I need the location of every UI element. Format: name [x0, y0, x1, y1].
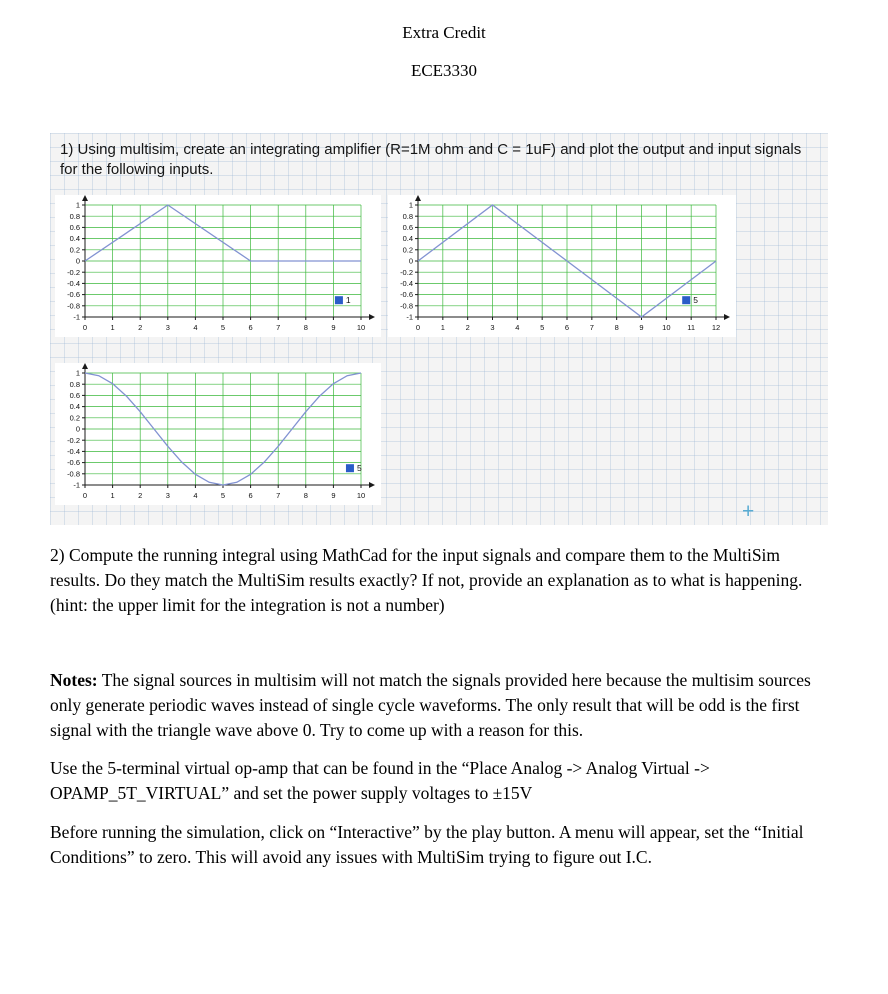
- y-tick-label: 1: [75, 200, 80, 210]
- y-tick-label: -0.2: [67, 267, 80, 277]
- notes-paragraph: [50, 668, 832, 743]
- x-tick-label: 2: [138, 491, 143, 500]
- y-tick-label: 0.8: [69, 211, 80, 221]
- y-tick-label: 0.2: [402, 245, 413, 255]
- x-tick-label: 3: [490, 323, 495, 332]
- question-2-text: 2) Compute the running integral using MathCad for the input signals and compare them to the MultiSim results. Do they match the MultiSim results exactly? If not, provide an explanation as to what is happening. (hint: the upper limit for the integration is not a number): [50, 545, 803, 615]
- y-tick-label: -0.4: [67, 447, 80, 456]
- y-tick-label: -0.6: [67, 458, 80, 468]
- x-tick-label: 9: [639, 323, 644, 332]
- x-tick-label: 12: [711, 323, 721, 332]
- y-tick-label: 0: [75, 256, 80, 266]
- y-tick-label: 1: [75, 368, 80, 378]
- x-tick-label: 5: [220, 491, 226, 500]
- y-tick-label: 0.8: [69, 379, 80, 389]
- y-tick-label: -1: [406, 312, 413, 322]
- legend-label: 1: [345, 295, 351, 306]
- x-tick-label: 10: [356, 323, 366, 332]
- notes-label: Notes:: [50, 670, 98, 690]
- legend-marker: [335, 296, 343, 304]
- y-tick-label: -0.6: [67, 290, 80, 300]
- x-tick-label: 8: [614, 323, 619, 332]
- y-tick-label: 0.4: [69, 402, 80, 412]
- x-tick-label: 4: [193, 323, 198, 332]
- y-tick-label: 0.2: [69, 245, 80, 255]
- x-tick-label: 10: [662, 323, 671, 332]
- plot-bipolar-triangle-svg: [388, 195, 736, 337]
- x-tick-label: 9: [331, 323, 336, 332]
- x-tick-label: 10: [356, 491, 366, 500]
- x-tick-label: 7: [276, 323, 281, 332]
- x-tick-label: 4: [515, 323, 520, 332]
- x-tick-label: 8: [303, 323, 308, 332]
- y-tick-label: -0.6: [400, 290, 413, 300]
- y-tick-label: 0.6: [69, 223, 80, 232]
- y-tick-label: -0.4: [67, 279, 80, 288]
- legend-marker: [346, 464, 354, 472]
- y-tick-label: 0.4: [402, 234, 413, 244]
- x-tick-label: 1: [110, 491, 115, 500]
- x-tick-label: 11: [687, 323, 696, 332]
- y-tick-label: -0.4: [400, 279, 413, 288]
- x-tick-label: 8: [303, 491, 308, 500]
- y-tick-label: 0.6: [69, 391, 80, 400]
- plot-cosine-wave[interactable]: [55, 363, 381, 505]
- y-tick-label: -0.8: [67, 301, 80, 311]
- x-tick-label: 0: [82, 491, 88, 500]
- y-tick-label: -0.2: [67, 435, 80, 445]
- x-tick-label: 6: [248, 323, 253, 332]
- worksheet-crosshair-cursor: +: [742, 500, 755, 523]
- y-tick-label: 0.6: [402, 223, 413, 232]
- y-tick-label: 0.8: [402, 211, 413, 221]
- plot-triangle-pulse-svg: [55, 195, 381, 337]
- x-tick-label: 5: [540, 323, 545, 332]
- y-tick-label: 0: [408, 256, 413, 266]
- x-tick-label: 6: [248, 491, 253, 500]
- x-tick-label: 9: [331, 491, 336, 500]
- document-title: Extra Credit: [402, 23, 486, 42]
- x-tick-label: 6: [564, 323, 570, 332]
- y-tick-label: -0.8: [67, 469, 80, 479]
- plot-cosine-wave-svg: [55, 363, 381, 505]
- x-tick-label: 4: [193, 491, 198, 500]
- mathcad-worksheet: [50, 133, 828, 525]
- document-page: [0, 22, 888, 870]
- y-tick-label: 0: [75, 424, 80, 434]
- x-tick-label: 5: [220, 323, 226, 332]
- y-tick-label: -0.8: [400, 301, 413, 311]
- plot-triangle-pulse[interactable]: [55, 195, 381, 337]
- y-tick-label: -0.2: [400, 267, 413, 277]
- opamp-instructions-text: Use the 5-terminal virtual op-amp that can be found in the “Place Analog -> Analog Virtual -> OPAMP_5T_VIRTUAL” and set the power supply voltages to ±15V: [50, 758, 710, 803]
- x-tick-label: 7: [589, 323, 594, 332]
- legend-label: 5: [693, 295, 698, 306]
- x-tick-label: 2: [465, 323, 470, 332]
- notes-text: The signal sources in multisim will not match the signals provided here because the multisim sources only generate periodic waves instead of single cycle waveforms. The only result that will be odd is the first signal with the triangle wave above 0. Try to come up with a reason for this.: [50, 670, 811, 740]
- x-tick-label: 0: [415, 323, 421, 332]
- legend-label: 5: [356, 463, 362, 474]
- question-1-text: 1) Using multisim, create an integrating amplifier (R=1M ohm and C = 1uF) and plot the output and input signals for the following inputs.: [60, 141, 802, 178]
- x-tick-label: 1: [440, 323, 445, 332]
- course-code: ECE3330: [410, 61, 478, 80]
- y-tick-label: 0.2: [69, 413, 80, 423]
- y-tick-label: 1: [408, 200, 413, 210]
- x-tick-label: 3: [165, 491, 170, 500]
- x-tick-label: 3: [165, 323, 170, 332]
- legend-marker: [682, 296, 690, 304]
- x-tick-label: 1: [110, 323, 115, 332]
- x-tick-label: 2: [138, 323, 143, 332]
- x-tick-label: 0: [82, 323, 88, 332]
- y-tick-label: 0.4: [69, 234, 80, 244]
- interactive-instructions-text: Before running the simulation, click on “Interactive” by the play button. A menu will appear, set the “Initial Conditions” to zero. This will avoid any issues with MultiSim trying to figure out I.C.: [50, 822, 804, 867]
- plot-bipolar-triangle[interactable]: [388, 195, 736, 337]
- y-tick-label: -1: [73, 480, 80, 490]
- x-tick-label: 7: [276, 491, 281, 500]
- y-tick-label: -1: [73, 312, 80, 322]
